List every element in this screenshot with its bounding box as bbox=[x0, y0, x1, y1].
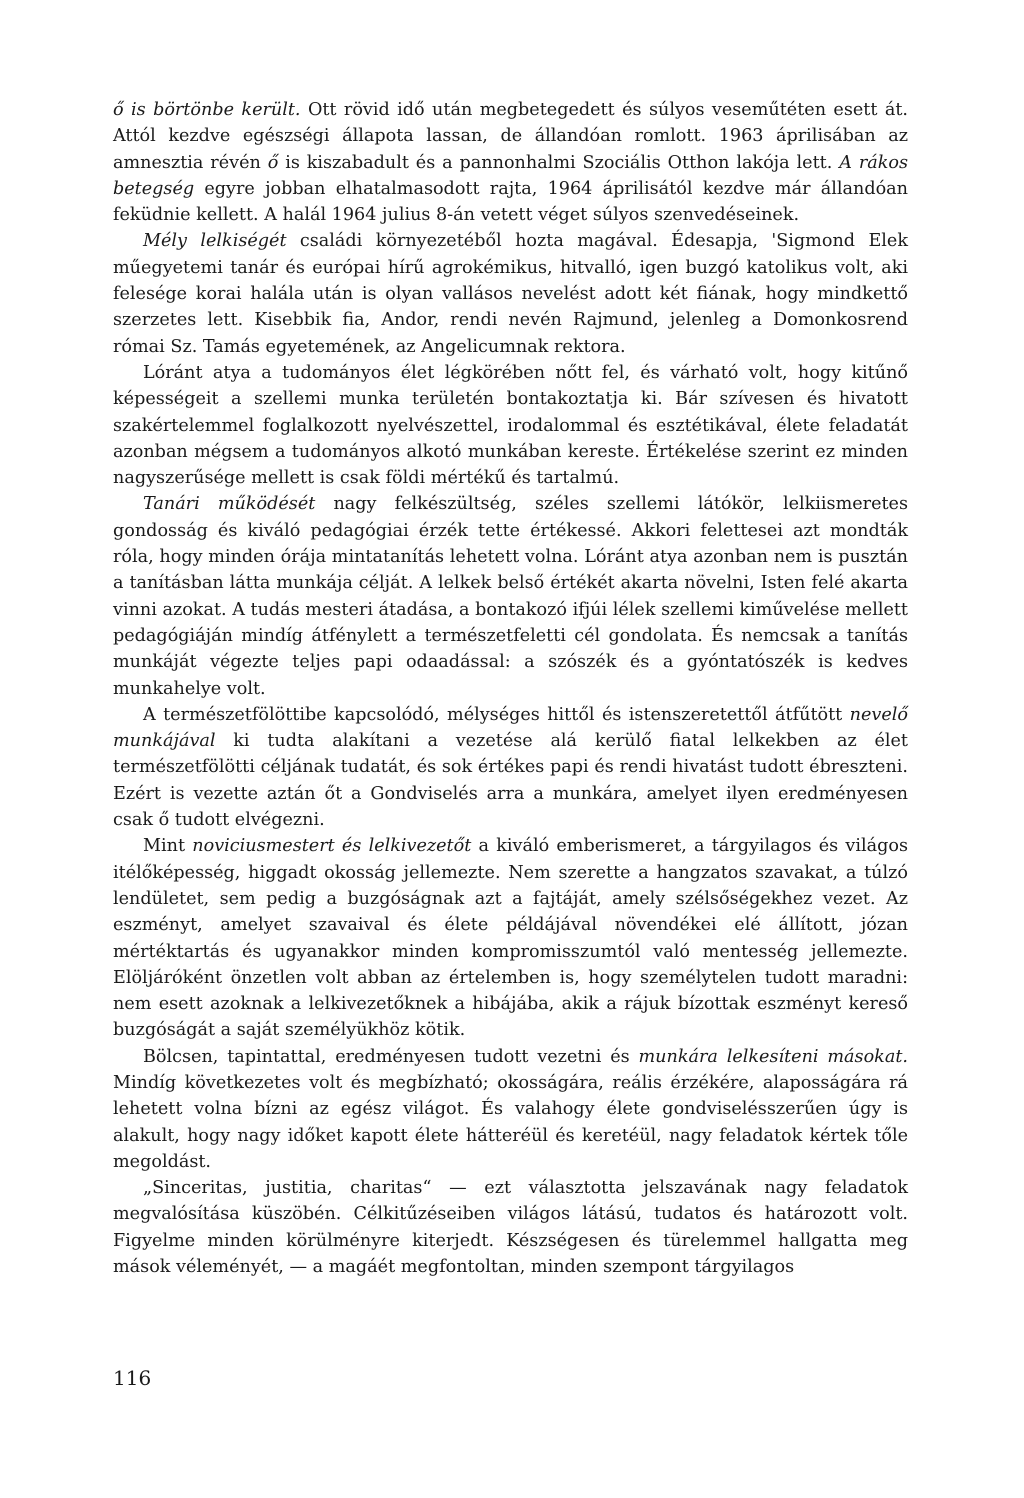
paragraph bbox=[113, 702, 908, 833]
emphasized-text: A rákos betegség bbox=[113, 152, 909, 199]
paragraph bbox=[113, 491, 908, 701]
paragraph bbox=[113, 1175, 908, 1280]
text-run: nagy felkészültség, széles szellemi látókör, lelkiismeretes gondosság és kiváló pedagógiai érzék tette értékessé. Akkori felettesei azt mondták róla, hogy minden órája mintatanítás lehetett volna. Lóránt atya azonban nem is pusztán a tanításban látta munkája célját. A lelkek belső értékét akarta növelni, Isten felé akarta vinni azokat. A tudás mesteri átadása, a bontakozó ifjúi lélek szellemi kiművelése mellett pedagógiáján mindíg átfénylett a természetfeletti cél gondolata. És nemcsak a tanítás munkáját végezte teljes papi odaadással: a szószék és a gyóntatószék is kedves munkahelye volt. bbox=[113, 494, 908, 699]
paragraph bbox=[113, 97, 908, 228]
emphasized-text: Tanári működését bbox=[143, 494, 316, 515]
page-number: 116 bbox=[113, 1366, 152, 1390]
text-run: Mindíg következetes volt és megbízható; okosságára, reális érzékére, alaposságára rá lehetett volna bízni az egész világot. És valahogy élete gondviselésszerűen úgy is alakult, hogy nagy időket kapott élete hátteréül és keretéül, nagy feladatok kértek tőle megoldást. bbox=[113, 1072, 908, 1172]
text-run: Bölcsen, tapintattal, eredményesen tudott vezetni és bbox=[143, 1046, 639, 1067]
text-run: A természetfölöttibe kapcsolódó, mélységes hittől és istenszeretettől átfűtött bbox=[143, 704, 850, 725]
text-run: a kiváló emberismeret, a tárgyilagos és világos itélőképesség, higgadt okosság jellemezte. Nem szerette a hangzatos szavakat, a túlzó lendületet, sem pedig a buzgóságnak azt a fajtáját, amely szélsőségekhez vezet. Az eszményt, amelyet szavaival és élete példájával növendékei elé állított, józan mértéktartás és ugyanakkor minden kompromisszumtól való mentesség jellemezte. Elöljáróként önzetlen volt abban az értelemben is, hogy személytelen tudott maradni: nem esett azoknak a lelkivezetőknek a hibájába, akik a rájuk bízottak eszményt kereső buzgóságát a saját személyükhöz kötik. bbox=[113, 836, 908, 1041]
emphasized-text: ő is börtönbe került. bbox=[113, 100, 301, 120]
paragraph bbox=[113, 360, 908, 491]
text-run: Lóránt atya a tudományos élet légkörében nőtt fel, és várható volt, hogy kitűnő képességeit a szellemi munka területén bontakoztatja ki. Bár szívesen és hivatott szakértelemmel foglalkozott nyelvészettel, irodalommal és esztétikával, élete feladatát azonban mégsem a tudományos alkotó munkában kereste. Értékelése szerint ez minden nagyszerűsége mellett is csak földi mértékű és tartalmú. bbox=[113, 362, 908, 489]
text-run: Ott rövid idő után megbetegedett és súlyos veseműtéten esett át. Attól kezdve egészségi állapota lassan, de állandóan romlott. 1963 áprilisában az amnesztia révén bbox=[113, 100, 908, 173]
text-run: családi környezetéből hozta magával. Édesapja, 'Sigmond Elek műegyetemi tanár és európai hírű agrokémikus, hitvalló, igen buzgó katolikus volt, aki felesége korai halála után is olyan vallásos nevelést adott két fiának, hogy mindkettő szerzetes lett. Kisebbik fia, Andor, rendi nevén Rajmund, jelenleg a Domonkosrend római Sz. Tamás egyetemének, az Angelicumnak rektora. bbox=[113, 231, 908, 357]
emphasized-text: nevelő munkájával bbox=[113, 704, 908, 752]
emphasized-text: ő bbox=[267, 152, 279, 173]
paragraph bbox=[113, 833, 908, 1043]
text-run: ki tudta alakítani a vezetése alá kerülő fiatal lelkekben az élet természetfölötti céljának tudatát, és sok értékes papi és rendi hivatást tudott ébreszteni. Ezért is vezette aztán őt a Gondviselés arra a munkára, amelyet ilyen eredményesen csak ő tudott elvégezni. bbox=[113, 731, 908, 831]
text-run: is kiszabadult és a pannonhalmi Szociális Otthon lakója lett. bbox=[278, 152, 840, 173]
emphasized-text: munkára lelkesíteni másokat. bbox=[638, 1046, 908, 1067]
paragraph bbox=[113, 1044, 908, 1175]
emphasized-text: noviciusmestert és lelkivezetőt bbox=[192, 836, 472, 857]
emphasized-text: Mély lelkiségét bbox=[143, 231, 287, 252]
text-run: Mint bbox=[143, 836, 193, 857]
page-body bbox=[113, 97, 908, 1280]
text-run: egyre jobban elhatalmasodott rajta, 1964 áprilisától kezdve már állandóan feküdnie kellett. A halál 1964 julius 8-án vetett véget súlyos szenvedéseinek. bbox=[113, 178, 908, 226]
paragraph bbox=[113, 228, 908, 359]
text-run: „Sinceritas, justitia, charitas“ — ezt választotta jelszavának nagy feladatok megvalósítása küszöbén. Célkitűzéseiben világos látású, tudatos és határozott volt. Figyelme minden körülményre kiterjedt. Készségesen és türelemmel hallgatta meg mások véleményét, — a magáét megfontoltan, minden szempont tárgyilagos bbox=[113, 1178, 908, 1278]
